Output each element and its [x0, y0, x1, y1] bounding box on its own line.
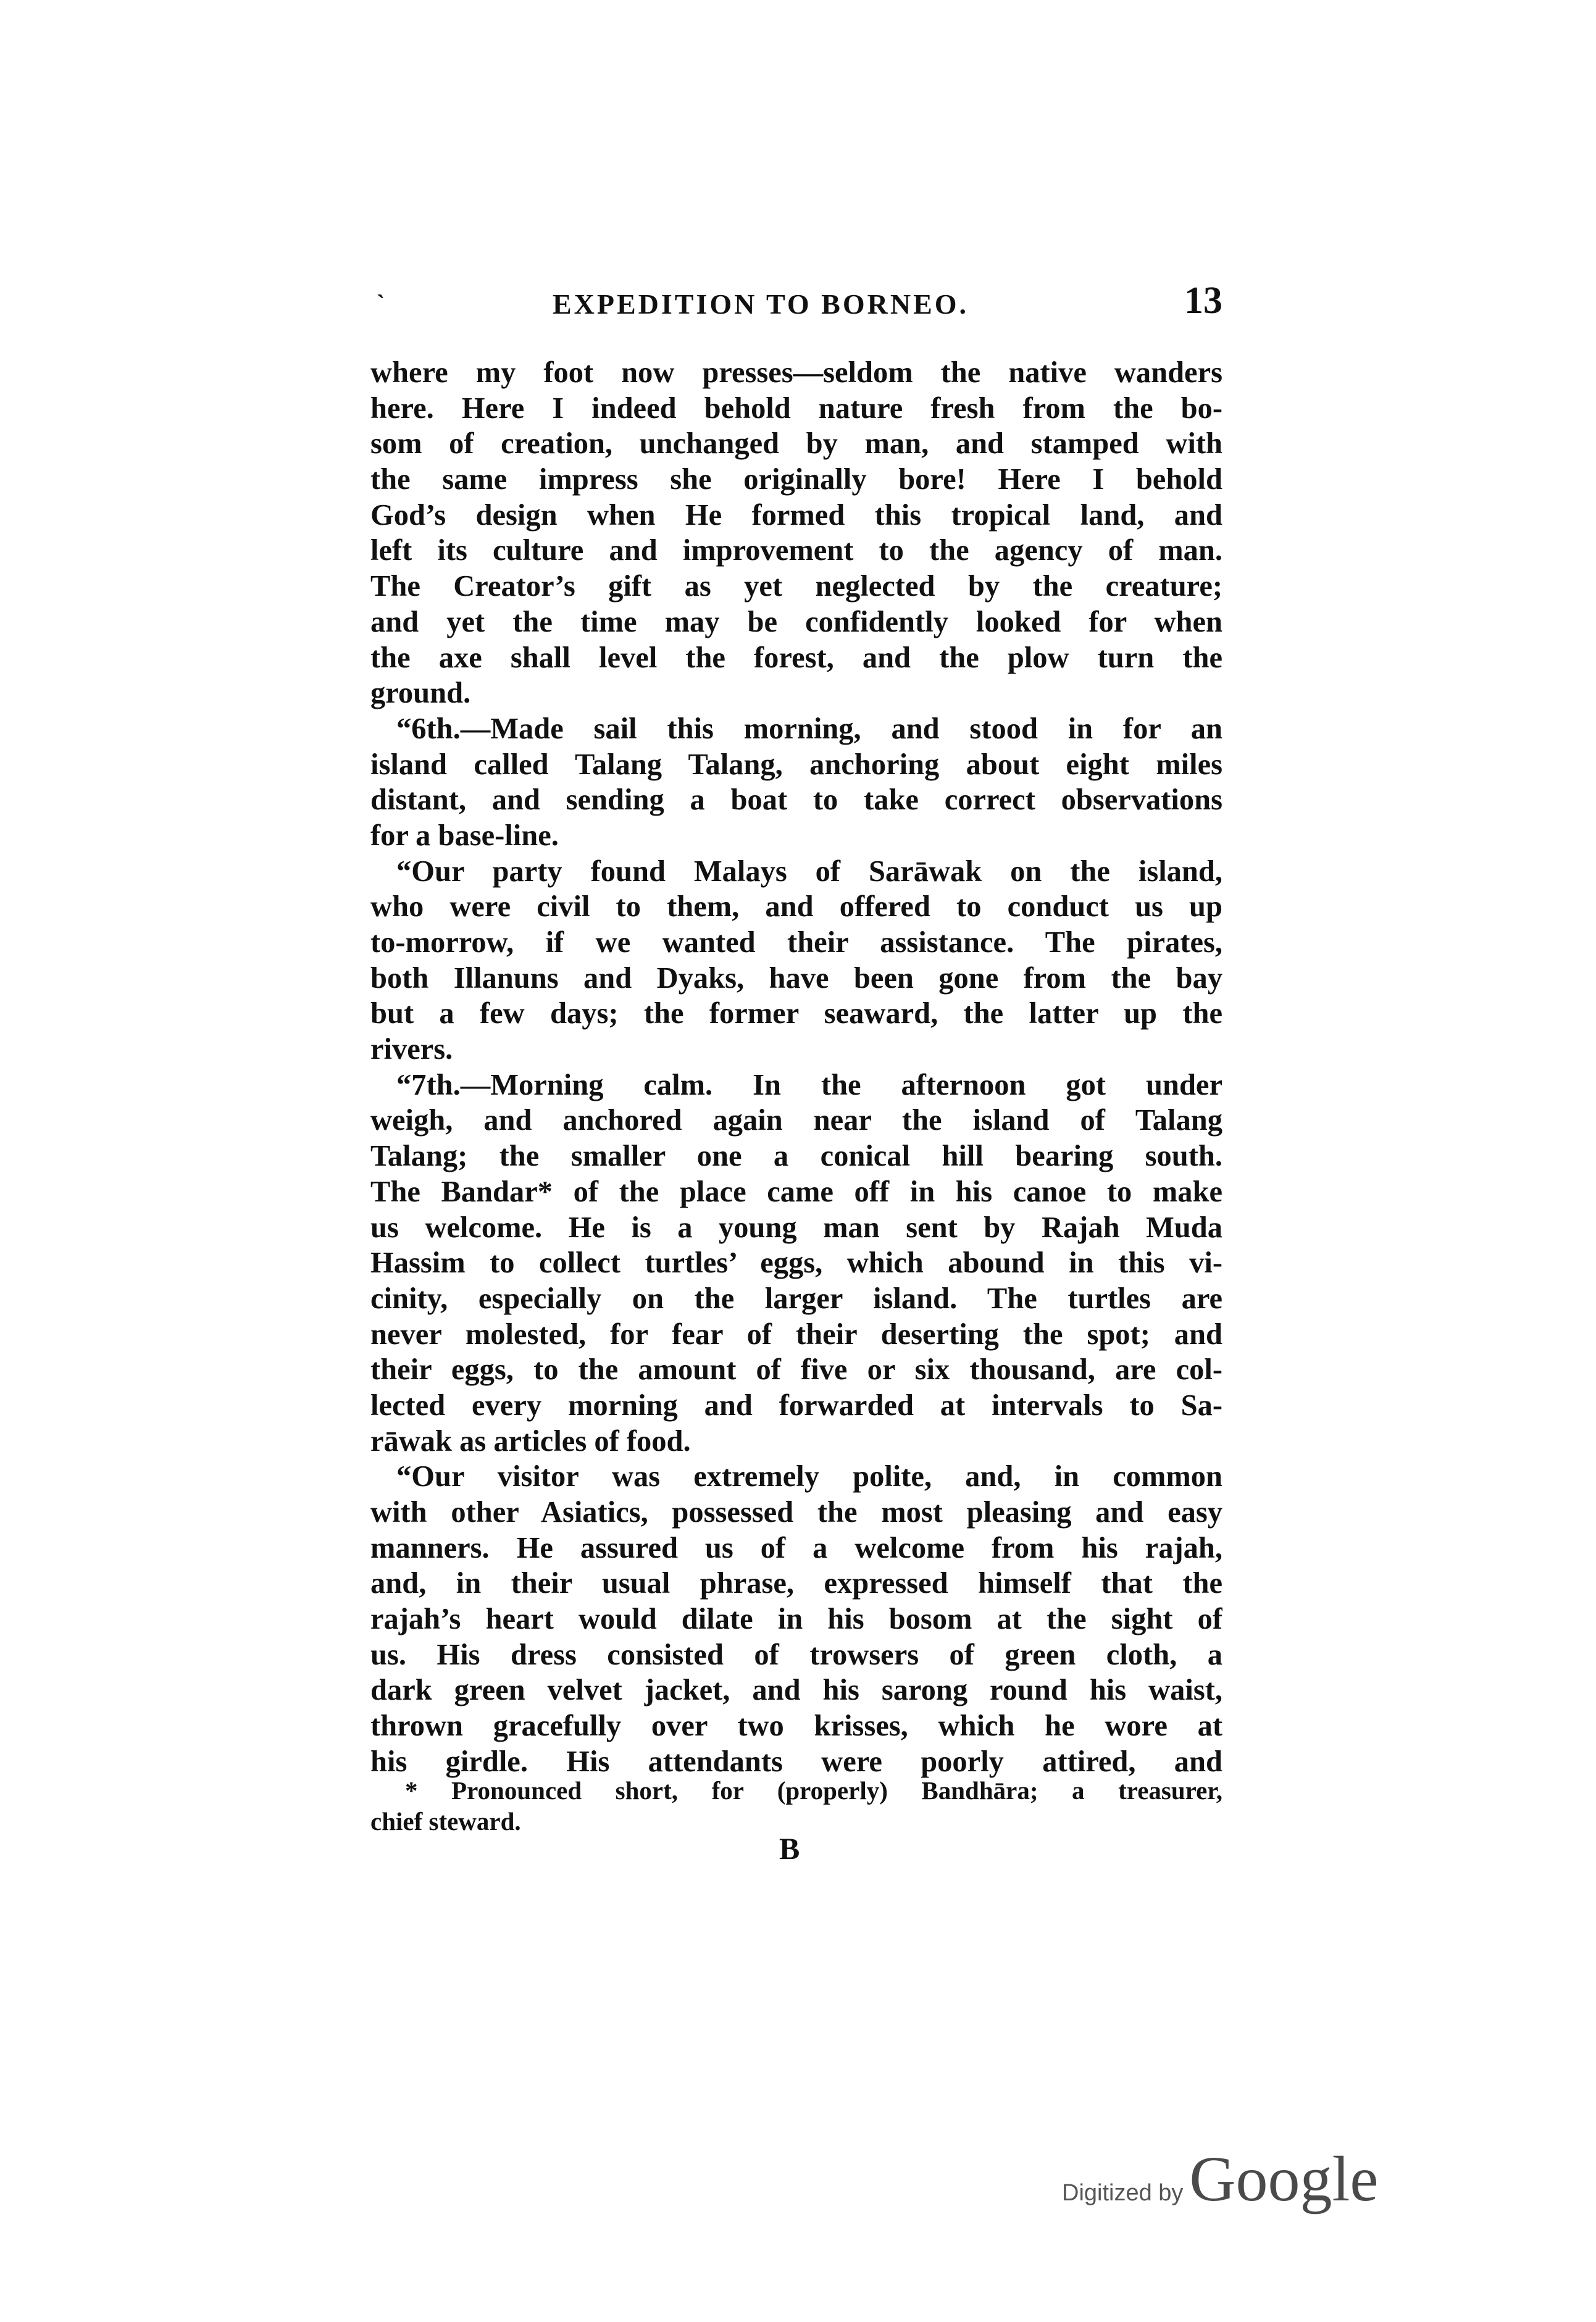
footnote — [370, 1775, 1222, 1837]
text-line: manners. He assured us of a welcome from his rajah, — [370, 1531, 1222, 1564]
text-line: rivers. — [370, 1033, 453, 1066]
footnote-line: * Pronounced short, for (properly) Bandhāra; a treasurer, — [405, 1776, 1222, 1805]
text-line: “Our party found Malays of Sarāwak on the island, — [396, 854, 1222, 888]
text-line: “7th.—Morning calm. In the afternoon got under — [396, 1068, 1222, 1101]
text-line: weigh, and anchored again near the island of Talang — [370, 1104, 1222, 1137]
running-head: EXPEDITION TO BORNEO. — [553, 288, 969, 320]
text-line: the same impress she originally bore! Here I behold — [370, 463, 1222, 496]
text-line: som of creation, unchanged by man, and stamped with — [370, 427, 1222, 461]
text-line: for a base-line. — [370, 819, 559, 852]
text-line: and yet the time may be confidently looked for when — [370, 605, 1222, 638]
text-line: distant, and sending a boat to take correct observations — [370, 783, 1222, 817]
text-line: his girdle. His attendants were poorly attired, and — [370, 1745, 1222, 1778]
printer-mark: ` — [377, 290, 385, 317]
text-line: but a few days; the former seaward, the latter up the — [370, 997, 1222, 1030]
digitized-label: Digitized by — [1062, 2180, 1184, 2206]
text-line: rāwak as articles of food. — [370, 1424, 691, 1458]
footnote-line: chief steward. — [370, 1807, 521, 1835]
text-line: lected every morning and forwarded at intervals to Sa- — [370, 1389, 1222, 1422]
text-line: left its culture and improvement to the agency of man. — [370, 534, 1222, 567]
google-logo: Google — [1189, 2144, 1379, 2215]
text-line: Hassim to collect turtles’ eggs, which abound in this vi- — [370, 1247, 1222, 1280]
signature-mark: B — [779, 1831, 800, 1866]
page-number: 13 — [1184, 280, 1222, 322]
text-line: “6th.—Made sail this morning, and stood in for an — [396, 712, 1222, 745]
text-line: with other Asiatics, possessed the most pleasing and easy — [370, 1496, 1222, 1529]
text-line: God’s design when He formed this tropical land, and — [370, 498, 1222, 532]
text-line: us welcome. He is a young man sent by Rajah Muda — [370, 1211, 1222, 1244]
text-line: island called Talang Talang, anchoring about eight miles — [370, 748, 1222, 781]
text-line: where my foot now presses—seldom the native wanders — [370, 356, 1222, 389]
text-line: thrown gracefully over two krisses, which he wore at — [370, 1710, 1222, 1743]
text-line: us. His dress consisted of trowsers of green cloth, a — [370, 1638, 1222, 1671]
text-line: to-morrow, if we wanted their assistance. The pirates, — [370, 926, 1222, 959]
text-line: their eggs, to the amount of five or six thousand, are col- — [370, 1353, 1222, 1387]
text-line: never molested, for fear of their deserting the spot; and — [370, 1318, 1222, 1351]
text-line: and, in their usual phrase, expressed himself that the — [370, 1567, 1222, 1600]
text-line: The Creator’s gift as yet neglected by the creature; — [370, 570, 1222, 603]
text-line: both Illanuns and Dyaks, have been gone from the bay — [370, 961, 1222, 995]
text-line: ground. — [370, 677, 471, 710]
text-line: rajah’s heart would dilate in his bosom at the sight of — [370, 1603, 1222, 1636]
body-text — [370, 355, 1222, 1780]
text-line: “Our visitor was extremely polite, and, in common — [396, 1460, 1222, 1493]
text-line: dark green velvet jacket, and his sarong round his waist, — [370, 1674, 1222, 1707]
page-header — [370, 279, 1222, 328]
text-line: here. Here I indeed behold nature fresh from the bo- — [370, 391, 1222, 425]
text-line: the axe shall level the forest, and the plow turn the — [370, 641, 1222, 674]
text-line: The Bandar* of the place came off in his canoe to make — [370, 1175, 1222, 1208]
text-line: Talang; the smaller one a conical hill bearing south. — [370, 1140, 1222, 1173]
text-line: cinity, especially on the larger island. The turtles are — [370, 1282, 1222, 1315]
text-line: who were civil to them, and offered to conduct us up — [370, 890, 1222, 924]
digitized-watermark — [1062, 2142, 1379, 2216]
